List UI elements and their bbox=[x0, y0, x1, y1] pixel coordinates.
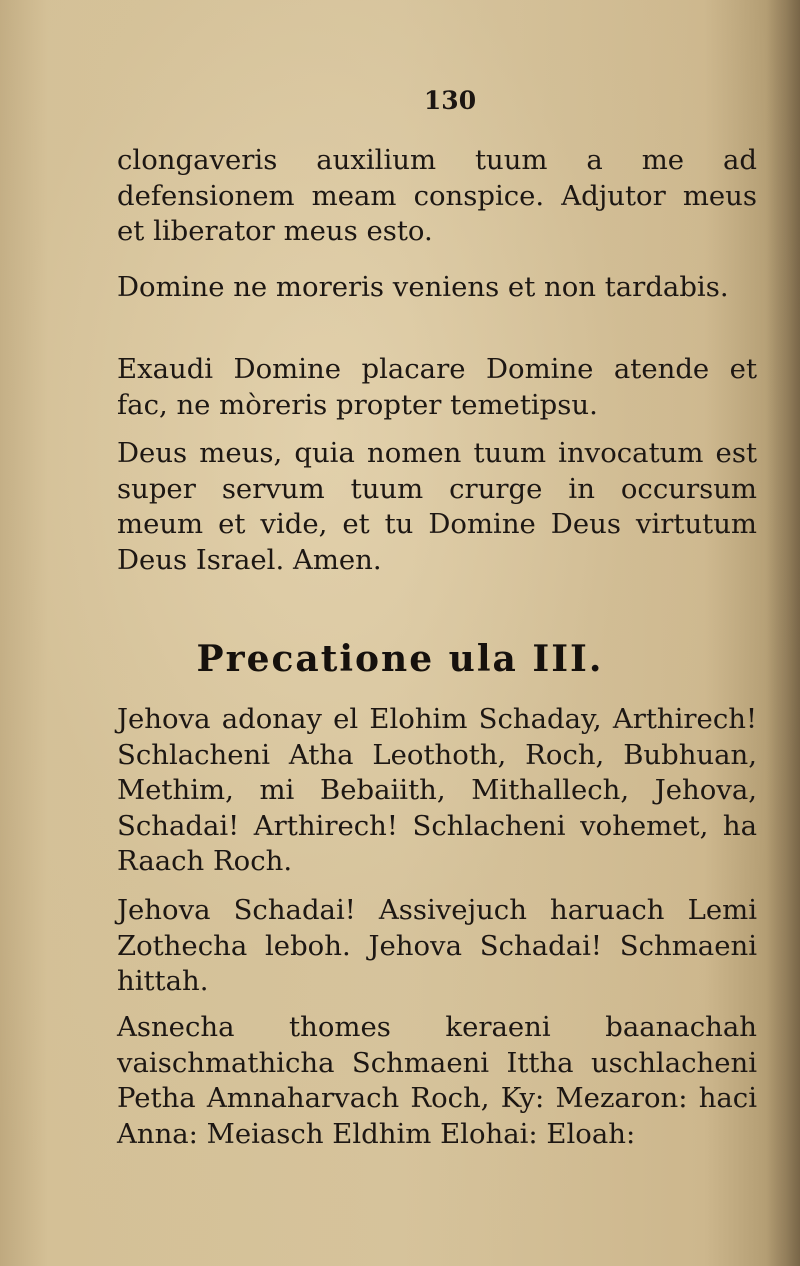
paragraph-5: Jehova adonay el Elohim Schaday, Arthirech! Schlacheni Atha Leothoth, Roch, Bubhuan, Methim, mi Bebaiith, Mithallech, Jehova, Schadai! Arthirech! Schlacheni vohemet, ha Raach Roch. bbox=[117, 703, 757, 877]
section-heading: Precatione ula III. bbox=[196, 638, 604, 680]
paragraph-7: Asnecha thomes keraeni baanachah vaischmathicha Schmaeni Ittha uschlacheni Petha Amnaharvach Roch, Ky: Mezaron: haci Anna: Meiasch Eldhim Elohai: Eloah: bbox=[117, 1011, 757, 1150]
paragraph-3: Exaudi Domine placare Domine atende et fac, ne mòreris propter temetipsu. bbox=[117, 353, 757, 421]
paragraph-2: Domine ne moreris veniens et non tardabis. bbox=[117, 271, 729, 303]
paragraph-1: clongaveris auxilium tuum a me ad defensionem meam conspice. Adjutor meus et liberator meus esto. bbox=[117, 144, 757, 247]
paragraph-6: Jehova Schadai! Assivejuch haruach Lemi Zothecha leboh. Jehova Schadai! Schmaeni hittah. bbox=[117, 894, 757, 997]
page-number: 130 bbox=[423, 86, 477, 115]
paragraph-4: Deus meus, quia nomen tuum invocatum est super servum tuum crurge in occursum meum et vide, et tu Domine Deus virtutum Deus Israel. Amen. bbox=[117, 437, 757, 576]
